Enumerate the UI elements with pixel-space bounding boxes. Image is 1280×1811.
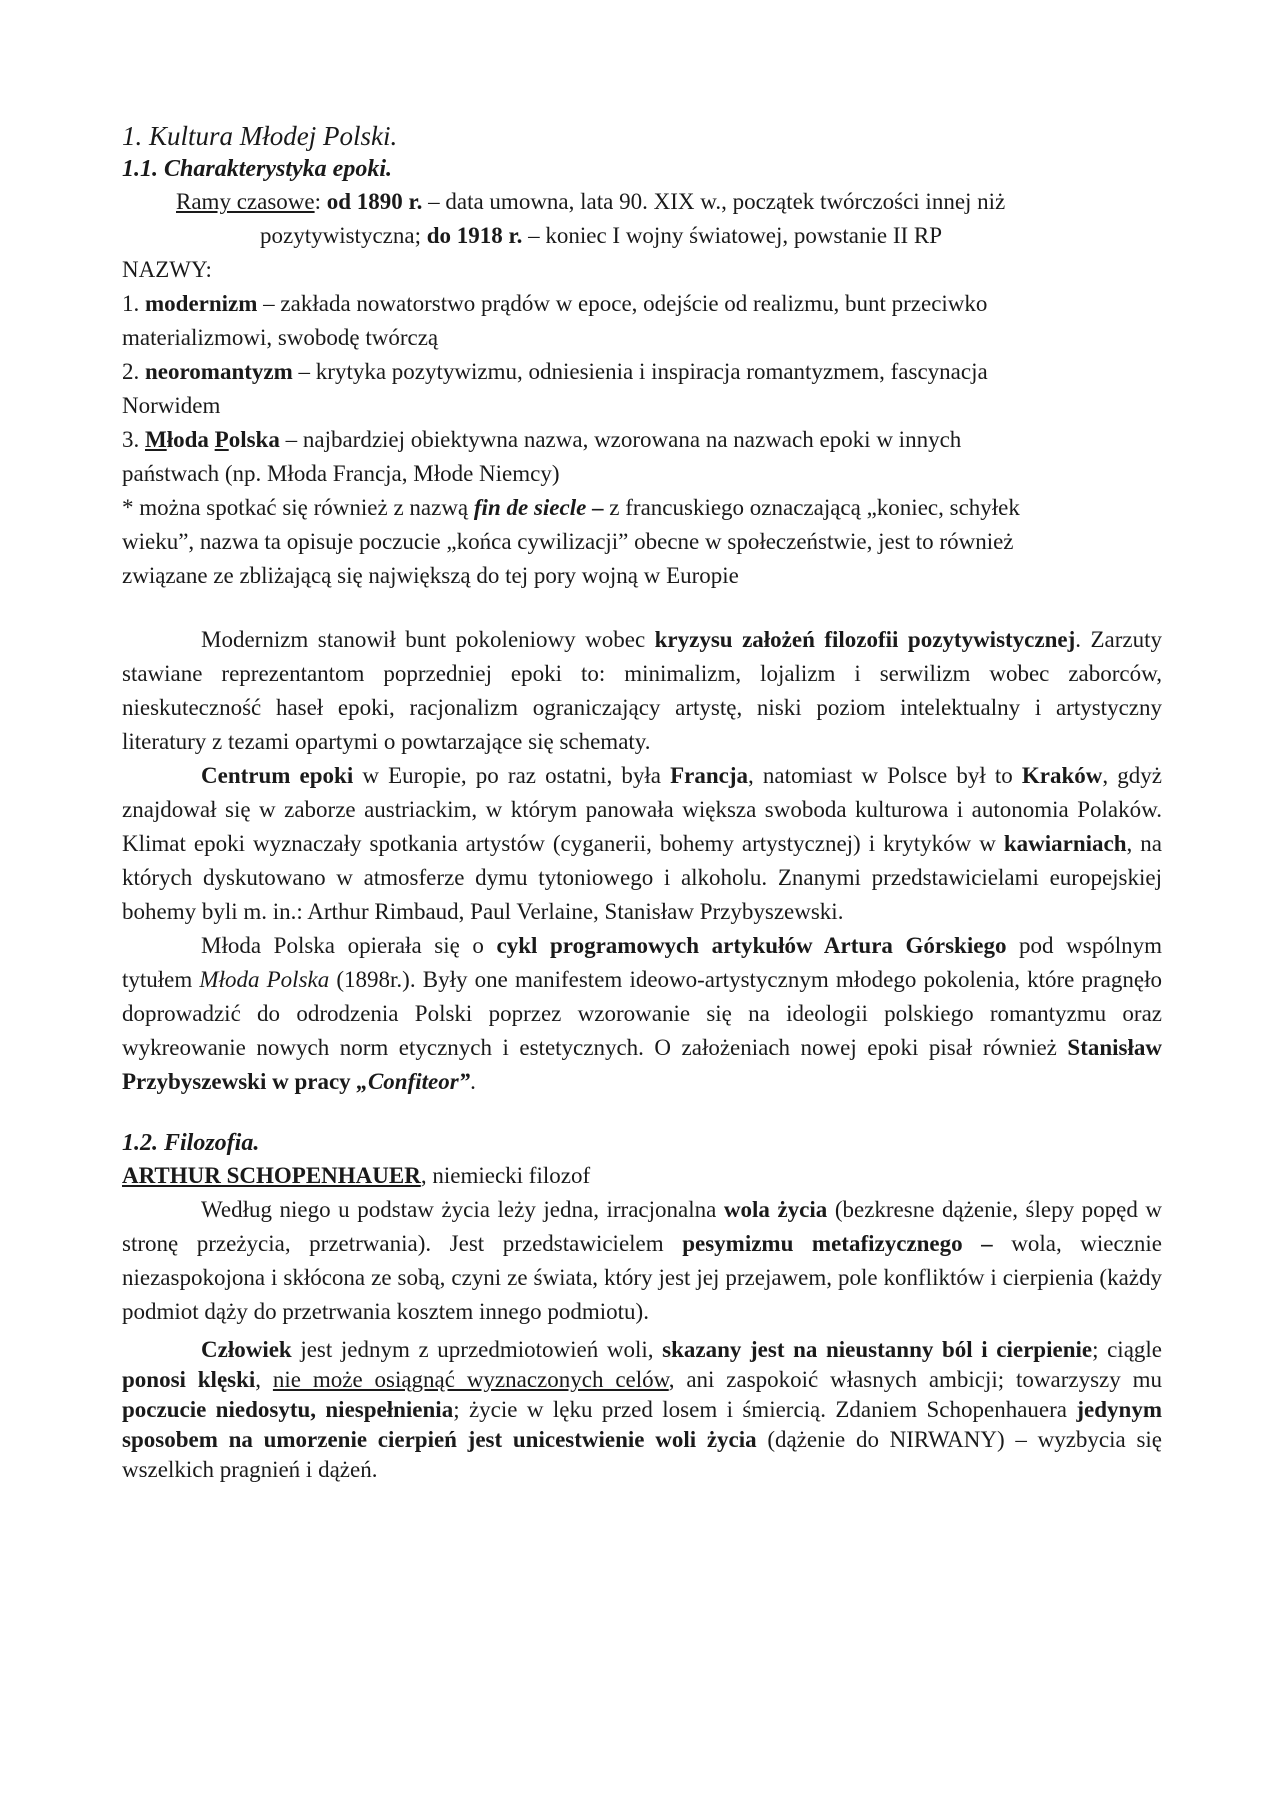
philosopher-heading: ARTHUR SCHOPENHAUER, niemiecki filozof [122, 1163, 591, 1188]
paragraph-modernizm: Modernizm stanowił bunt pokoleniowy wobec kryzysu założeń filozofii pozytywistycznej. Zarzuty stawiane reprezentantom poprzedniej epoki to: minimalizm, lojalizm i serwilizm wobec zaborców, nieskuteczność haseł epoki, racjonalizm ograniczający artystę, niski poziom intelektualny i artystyczny literatury z tezami opartymi o powtarzające się schematy. [122, 627, 1163, 754]
philosopher-name: ARTHUR SCHOPENHAUER [122, 1163, 421, 1188]
paragraph-mloda-polska: Młoda Polska opierała się o cykl programowych artykułów Artura Górskiego pod wspólnym tytułem Młoda Polska (1898r.). Były one manifestem ideowo-artystycznym młodego pokolenia, które pragnęło doprowadzić do odrodzenia Polski poprzez wzorowanie się na ideologii polskiego romantyzmu oraz wykreowanie nowych norm etycznych i estetycznych. O założeniach nowej epoki pisał również Stanisław Przybyszewski w pracy „Confiteor”. [122, 933, 1162, 1094]
paragraph-centrum: Centrum epoki w Europie, po raz ostatni, była Francja, natomiast w Polsce był to Kraków, gdyż znajdował się w zaborze austriackim, w którym panowała większa swoboda kulturowa i autonomia Polaków. Klimat epoki wyznaczały spotkania artystów (cyganerii, bohemy artystycznej) i krytyków w kawiarniach, na których dyskutowano w atmosferze dymu tytoniowego i alkoholu. Znanymi przedstawicielami europejskiej bohemy byli m. in.: Arthur Rimbaud, Paul Verlaine, Stanisław Przybyszewski. [122, 763, 1162, 924]
paragraph-wola-zycia: Według niego u podstaw życia leży jedna, irracjonalna wola życia (bezkresne dążenie, ślepy popęd w stronę przeżycia, przetrwania). Jest przedstawicielem pesymizmu metafizycznego – wola, wiecznie niezaspokojona i skłócona ze sobą, czyni ze świata, który jest jej przejawem, pole konfliktów i cierpienia (każdy podmiot dąży do przetrwania kosztem innego podmiotu). [122, 1197, 1162, 1324]
start-date: od 1890 r. [326, 189, 423, 214]
time-frame: Ramy czasowe: od 1890 r. – data umowna, lata 90. XIX w., początek twórczości innej niż pozytywistyczna; do 1918 r. – koniec I wojny światowej, powstanie II RP [176, 189, 1006, 248]
name-item-mloda-polska: 3. Młoda Polska – najbardziej obiektywna nazwa, wzorowana na nazwach epoki w innych państwach (np. Młoda Francja, Młode Niemcy) [122, 427, 962, 486]
paragraph-czlowiek: Człowiek jest jednym z uprzedmiotowień woli, skazany jest na nieustanny ból i cierpienie; ciągle ponosi klęski, nie może osiągnąć wyznaczonych celów, ani zaspokoić własnych ambicji; towarzyszy mu poczucie niedosytu, niespełnienia; życie w lęku przed losem i śmiercią. Zdaniem Schopenhauera jedynym sposobem na umorzenie cierpień jest unicestwienie woli życia (dążenie do NIRWANY) – wyzbycia się wszelkich pragnień i dążeń. [122, 1337, 1163, 1482]
name-item-modernizm: 1. modernizm – zakłada nowatorstwo prądów w epoce, odejście od realizmu, bunt przeciwko materializmowi, swobodę twórczą [122, 291, 988, 350]
document-page [122, 118, 1162, 1485]
names-label: NAZWY: [122, 257, 212, 282]
section-title-filozofia: 1.2. Filozofia. [122, 1130, 260, 1156]
section-title: 1. Kultura Młodej Polski. [122, 121, 398, 151]
time-frame-label: Ramy czasowe [176, 189, 315, 214]
subsection-title: 1.1. Charakterystyka epoki. [122, 156, 392, 182]
fin-de-siecle-note: * można spotkać się również z nazwą fin de siecle – z francuskiego oznaczającą „koniec, schyłek wieku”, nazwa ta opisuje poczucie „końca cywilizacji” obecne w społeczeństwie, jest to również związane ze zbliżającą się największą do tej pory wojną w Europie [122, 495, 1020, 588]
name-item-neoromantyzm: 2. neoromantyzm – krytyka pozytywizmu, odniesienia i inspiracja romantyzmem, fascynacja Norwidem [122, 359, 988, 418]
end-date: do 1918 r. [426, 223, 523, 248]
